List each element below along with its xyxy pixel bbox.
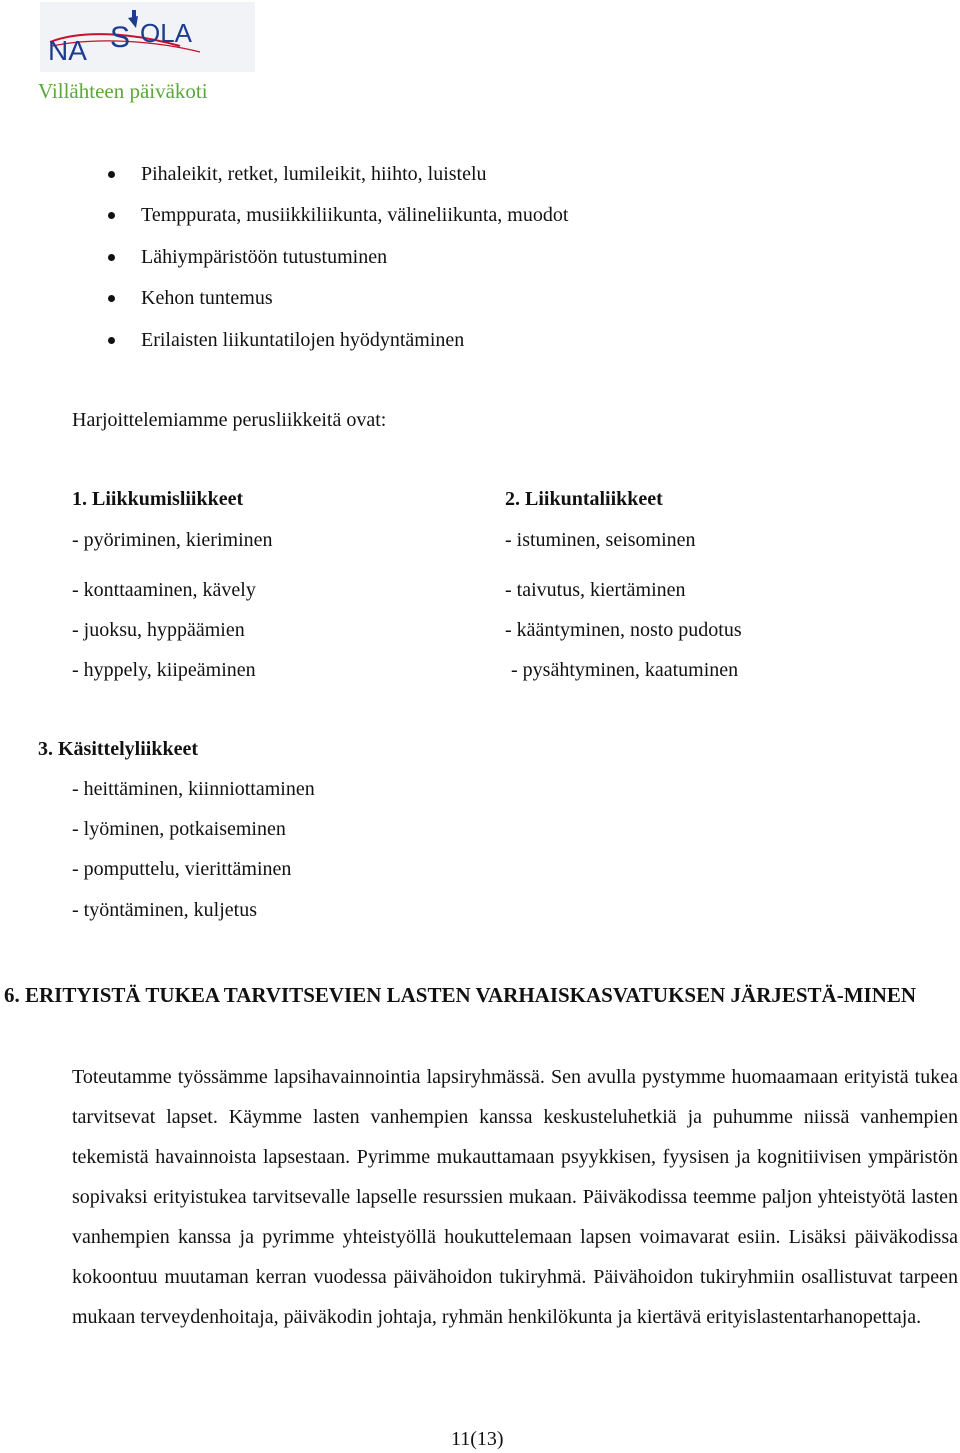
kindergarten-name: Villähteen päiväkoti: [38, 79, 208, 103]
logo-letters-right: OLA: [140, 18, 193, 48]
logo-letters-s: S: [110, 21, 131, 54]
movement-title-1: 1. Liikkumisliikkeet: [72, 488, 244, 510]
logo-letters-left: NA: [48, 35, 87, 66]
list-item: Lähiympäristöön tutustuminen: [141, 246, 388, 268]
movement-item: - konttaaminen, kävely: [72, 579, 256, 601]
movement-item: - pyöriminen, kieriminen: [72, 529, 273, 551]
bullet-icon: [108, 254, 115, 261]
movement-title-3: 3. Käsittelyliikkeet: [38, 738, 198, 760]
list-item: Temppurata, musiikkiliikunta, välineliikunta, muodot: [141, 204, 569, 226]
movement-item: - taivutus, kiertäminen: [505, 579, 686, 601]
intro-text: Harjoittelemiamme perusliikkeitä ovat:: [72, 409, 387, 431]
movement-item: - lyöminen, potkaiseminen: [72, 818, 286, 840]
movement-title-2: 2. Liikuntaliikkeet: [505, 488, 663, 510]
bullet-icon: [108, 337, 115, 344]
movement-item: - pysähtyminen, kaatuminen: [511, 659, 739, 681]
movement-item: - työntäminen, kuljetus: [72, 899, 257, 921]
movement-item: - juoksu, hyppäämien: [72, 619, 245, 641]
movement-item: - hyppely, kiipeäminen: [72, 659, 256, 681]
bullet-icon: [108, 295, 115, 302]
section-body: Toteutamme työssämme lapsihavainnointia lapsiryhmässä. Sen avulla pystymme huomaamaan erityistä tukea tarvitsevat lapset. Käymme lasten vanhempien kanssa keskusteluhetkiä ja puhumme niissä vanhempien tekemistä havainnoista lapsestaan. Pyrimme mukauttamaan psyykkisen, fyysisen ja kognitiivisen ympäristön sopivaksi erityistukea tarvitsevalle lapselle resurssien mukaan. Päiväkodissa teemme paljon yhteistyötä lasten vanhempien kanssa ja pyrimme yhteistyöllä houkuttelemaan lapsen voimavarat esiin. Lisäksi päiväkodissa kokoontuu muutaman kerran vuodessa päivähoidon tukiryhmä. Päivähoidon tukiryhmiin osallistuvat tarpeen mukaan terveydenhoitaja, päiväkodin johtaja, ryhmän henkilökunta ja kiertävä erityislastentarhanopettaja.: [72, 1066, 958, 1328]
movement-item: - pomputtelu, vierittäminen: [72, 858, 292, 880]
list-item: Pihaleikit, retket, lumileikit, hiihto, luistelu: [141, 163, 487, 185]
nasola-logo: [40, 2, 255, 72]
bullet-icon: [108, 171, 115, 178]
section-heading: 6. ERITYISTÄ TUKEA TARVITSEVIEN LASTEN VARHAISKASVATUKSEN JÄRJESTÄ-MINEN: [4, 983, 917, 1007]
movement-item: - heittäminen, kiinniottaminen: [72, 778, 315, 800]
bullet-icon: [108, 212, 115, 219]
movement-item: - kääntyminen, nosto pudotus: [505, 619, 742, 641]
movement-item: - istuminen, seisominen: [505, 529, 696, 551]
list-item: Kehon tuntemus: [141, 287, 273, 309]
list-item: Erilaisten liikuntatilojen hyödyntäminen: [141, 329, 465, 351]
page-number: 11(13): [451, 1428, 504, 1450]
